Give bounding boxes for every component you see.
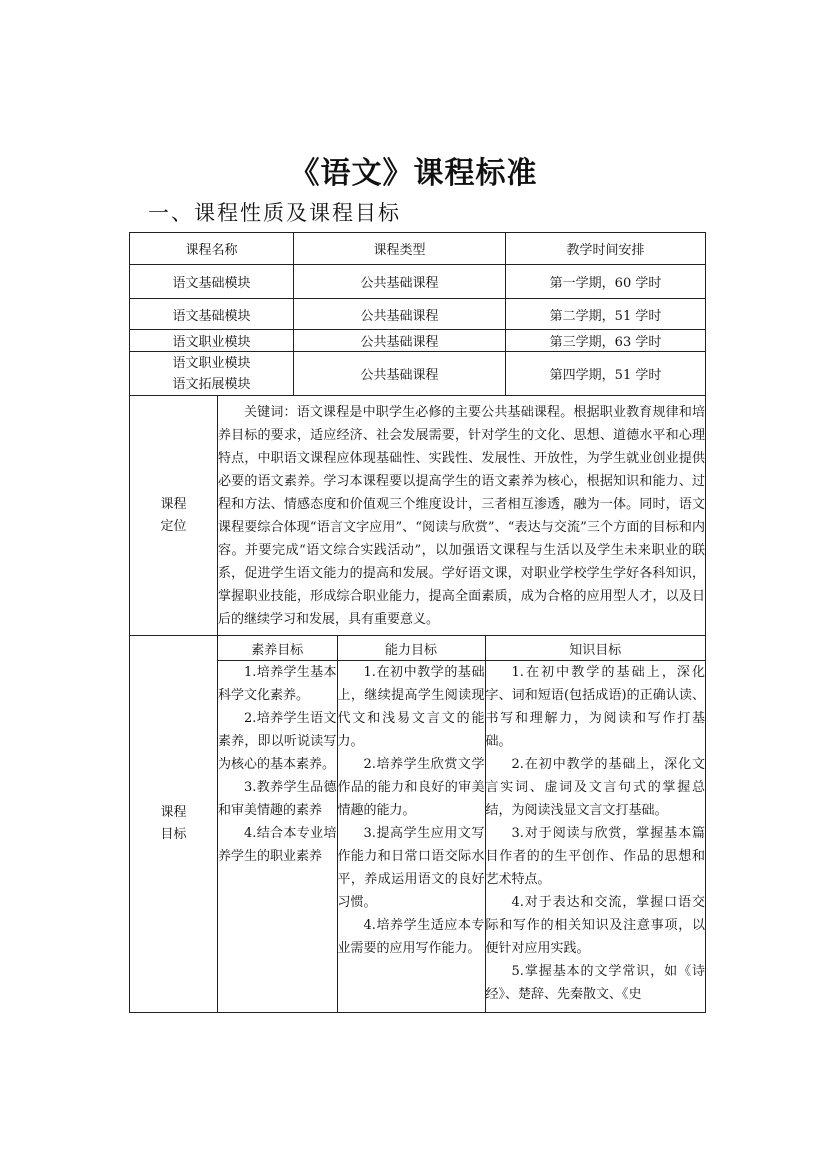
course-type-cell: 公共基础课程 (294, 352, 506, 396)
table-row (130, 299, 706, 330)
table-row (130, 352, 706, 396)
goals-table (218, 636, 705, 1012)
list-item: 2.在初中教学的基础上，深化文言实词、虚词及文言句式的掌握总结，为阅读浅显文言文打基础。 (485, 757, 706, 818)
positioning-text: 关键词：语文课程是中职学生必修的主要公共基础课程。根据职业教育规律和培养目标的要求，适应经济、社会发展需要，针对学生的文化、思想、道德水平和心理特点，中职语文课程应体现基础性、实践性、发展性、开放性，为学生就业创业提供必要的语文素养。学习本课程要以提高学生的语文素养为核心，根据知识和能力、过程和方法、情感态度和价值观三个维度设计，三者相互渗透，融为一体。同时，语文课程要综合体现“语言文字应用”、“阅读与欣赏”、“表达与交流”三个方面的目标和内容。并要完成“语文综合实践活动”，以加强语文课程与生活以及学生未来职业的联系，促进学生语文能力的提高和发展。学好语文课，对职业学校学生学好各科知识，掌握职业技能，形成综合职业能力，提高全面素质，成为合格的应用型人才，以及日后的继续学习和发展，具有重要意义。 (218, 396, 706, 636)
goals-label (130, 636, 218, 1013)
header-knowledge-goals: 知识目标 (485, 636, 705, 661)
literacy-goals (218, 661, 337, 1012)
course-name-line: 语文职业模块 (172, 355, 251, 371)
positioning-label (130, 396, 218, 636)
list-item: 3.提高学生应用文写作能力和日常口语交际水平，养成运用语文的良好习惯。 (337, 826, 485, 910)
label-line: 课程 (160, 804, 187, 820)
list-item: 3.对于阅读与欣赏，掌握基本篇目作者的的生平创作、作品的思想和艺术特点。 (485, 826, 706, 887)
course-name-cell: 语文基础模块 (130, 265, 294, 299)
header-schedule: 教学时间安排 (506, 233, 706, 265)
goals-content (218, 636, 706, 1013)
course-name-cell: 语文基础模块 (130, 299, 294, 330)
header-course-type: 课程类型 (294, 233, 506, 265)
header-literacy-goals: 素养目标 (218, 636, 337, 661)
label-line: 目标 (160, 826, 187, 842)
document-title: 《语文》课程标准 (289, 156, 538, 191)
goals-row (130, 636, 706, 1013)
list-item: 1.在初中教学的基础上，继续提高学生阅读现代文和浅易文言文的能力。 (337, 665, 485, 749)
header-ability-goals: 能力目标 (337, 636, 485, 661)
list-item: 2.培养学生语文素养，即以听说读写为核心的基本素养。 (218, 711, 337, 772)
course-standard-table (129, 232, 706, 1013)
label-line: 定位 (160, 518, 187, 534)
list-item: 1.在初中教学的基础上，深化字、词和短语(包括成语)的正确认读、书写和理解力，为阅读和写作打基础。 (485, 665, 706, 749)
course-type-cell: 公共基础课程 (294, 299, 506, 330)
course-name-cell: 语文职业模块 (130, 330, 294, 352)
course-type-cell: 公共基础课程 (294, 265, 506, 299)
list-item: 5.掌握基本的文学常识，如《诗经》、楚辞、先秦散文、《史 (485, 964, 706, 1002)
course-name-cell (130, 352, 294, 396)
list-item: 3.教养学生品德和审美情趣的素养 (218, 780, 337, 818)
list-item: 4.对于表达和交流，掌握口语交际和写作的相关知识及注意事项，以便针对应用实践。 (485, 895, 706, 956)
schedule-cell: 第四学期，51 学时 (506, 352, 706, 396)
schedule-cell: 第二学期，51 学时 (506, 299, 706, 330)
positioning-row (130, 396, 706, 636)
label-line: 课程 (160, 496, 187, 512)
list-item: 4.结合本专业培养学生的职业素养 (218, 826, 337, 864)
ability-goals (337, 661, 485, 1012)
schedule-cell: 第一学期，60 学时 (506, 265, 706, 299)
list-item: 4.培养学生适应本专业需要的应用写作能力。 (337, 918, 485, 956)
table-row (130, 265, 706, 299)
list-item: 2.培养学生欣赏文学作品的能力和良好的审美情趣的能力。 (337, 757, 485, 818)
table-row (130, 330, 706, 352)
course-name-line: 语文拓展模块 (172, 376, 251, 392)
schedule-cell: 第三学期，63 学时 (506, 330, 706, 352)
goals-header-row (218, 636, 705, 661)
list-item: 1.培养学生基本科学文化素养。 (218, 665, 337, 703)
knowledge-goals (485, 661, 705, 1012)
course-type-cell: 公共基础课程 (294, 330, 506, 352)
section-heading: 一、课程性质及课程目标 (148, 201, 401, 225)
header-course-name: 课程名称 (130, 233, 294, 265)
schedule-header-row (130, 233, 706, 265)
goals-body-row (218, 661, 705, 1012)
